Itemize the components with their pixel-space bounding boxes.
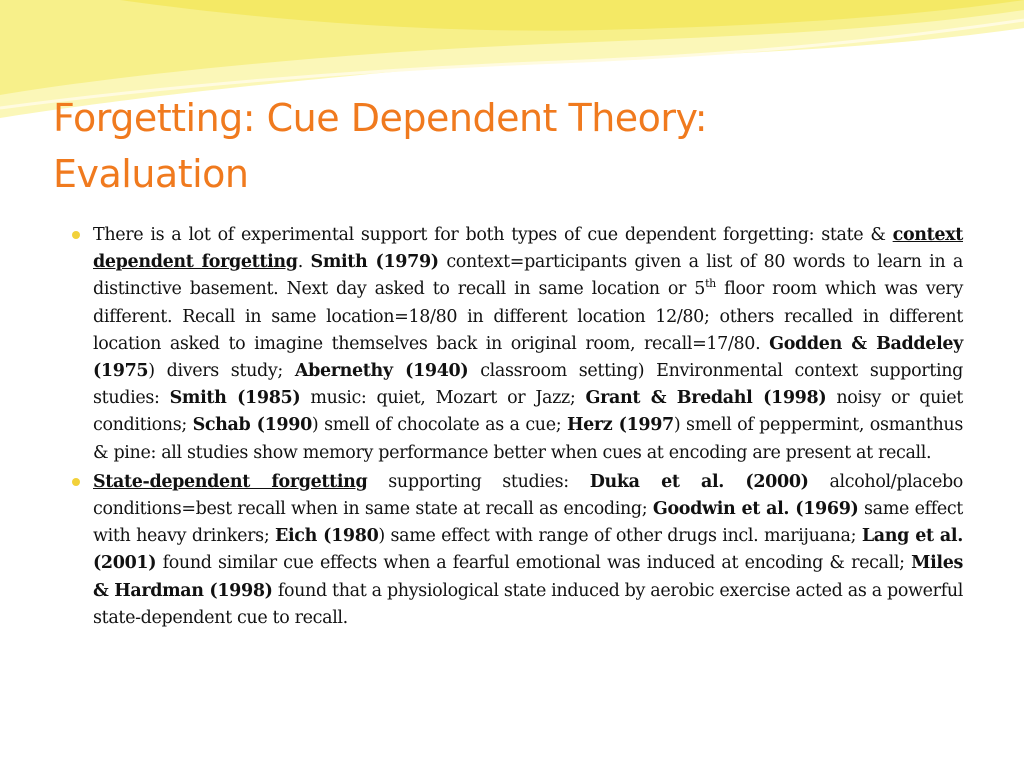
bullet-state-dependent <box>72 469 963 632</box>
text-run: music: quiet, Mozart or Jazz; <box>300 388 586 409</box>
citation: Goodwin et al. (1969) <box>652 499 859 520</box>
term-state-dependent-forgetting: State-dependent forgetting <box>93 471 368 492</box>
text-run: . <box>297 252 311 273</box>
text-run: ) divers study; <box>148 361 295 382</box>
text-run: ) smell of peppermint, osmanthus & pine: all studies show memory performance better when cues at encoding are present at recall. <box>93 415 963 463</box>
text-run: same effect with heavy drinkers; <box>93 499 963 547</box>
text-run: ) same effect with range of other drugs incl. marijuana; <box>378 526 862 547</box>
slide-body <box>72 222 963 634</box>
bullet-dot-icon <box>72 478 80 486</box>
citation: Godden & Baddeley (1975 <box>93 333 963 382</box>
citation: Grant & Bredahl (1998) <box>585 388 827 409</box>
bullet-context-dependent <box>72 222 963 467</box>
text-run: found similar cue effects when a fearful emotional was induced at encoding & recall; <box>156 553 912 574</box>
text-run: found that a physiological state induced by aerobic exercise acted as a powerful state-dependent cue to recall. <box>93 580 963 628</box>
citation: Lang et al. (2001) <box>93 526 963 574</box>
text-run: supporting studies: <box>367 471 590 492</box>
citation: Eich (1980 <box>275 526 379 547</box>
citation: Smith (1979) <box>310 252 439 273</box>
text-run: classroom setting) Environmental context supporting studies: <box>93 361 964 409</box>
slide-title-line-2: Evaluation <box>53 152 249 196</box>
term-context-dependent-forgetting: context dependent forgetting <box>93 225 963 273</box>
text-run: context=participants given a list of 80 words to learn in a distinctive basement. Next day asked to recall in same location or 5 <box>93 252 963 300</box>
text-run: ) smell of chocolate as a cue; <box>311 415 567 436</box>
citation: Schab (1990 <box>192 415 312 436</box>
bullet-dot-icon <box>72 231 80 239</box>
citation: Miles & Hardman (1998) <box>93 553 963 601</box>
citation: Abernethy (1940) <box>294 361 469 382</box>
text-run: noisy or quiet conditions; <box>93 388 963 436</box>
text-run: floor room which was very different. Recall in same location=18/80 in different location 12/80; others recalled in different location asked to imagine themselves back in original room, recall=17/80. <box>93 279 963 354</box>
slide-title <box>53 90 953 202</box>
text-run: There is a lot of experimental support for both types of cue dependent forgetting: state & <box>93 225 893 245</box>
slide-title-line-1: Forgetting: Cue Dependent Theory: <box>53 96 708 140</box>
text-run: alcohol/placebo conditions=best recall when in same state at recall as encoding; <box>93 471 963 520</box>
citation: Herz (1997 <box>566 415 674 436</box>
citation: Duka et al. (2000) <box>589 471 809 492</box>
superscript: th <box>705 277 716 291</box>
citation: Smith (1985) <box>169 388 301 409</box>
